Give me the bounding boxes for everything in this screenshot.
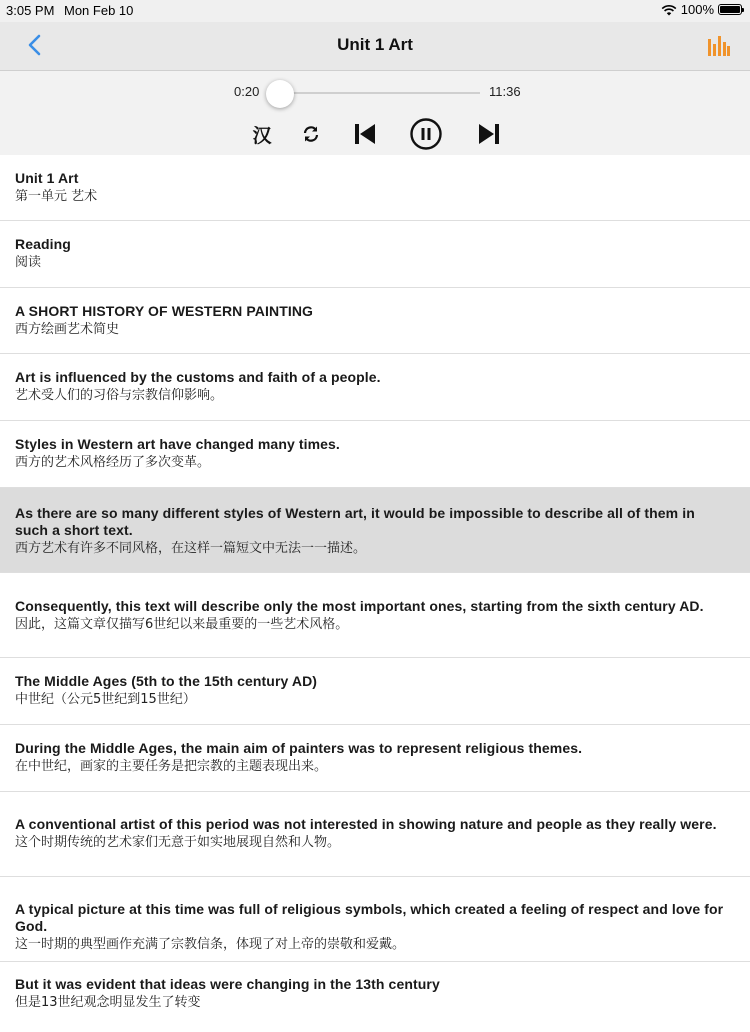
sentence-row[interactable]	[0, 573, 750, 658]
sentence-list	[0, 155, 750, 1032]
sentence-row[interactable]	[0, 962, 750, 1032]
sentence-chinese: 这个时期传统的艺术家们无意于如实地展现自然和人物。	[15, 835, 341, 850]
sentence-english: Styles in Western art have changed many times.	[15, 436, 340, 452]
current-time: 0:20	[234, 84, 260, 99]
status-right	[661, 2, 742, 17]
sentence-english: Consequently, this text will describe only the most important ones, starting from the sixth century AD.	[15, 598, 704, 614]
sentence-english: The Middle Ages (5th to the 15th century AD)	[15, 673, 318, 689]
slider-thumb[interactable]	[266, 80, 294, 108]
sentence-english: During the Middle Ages, the main aim of painters was to represent religious themes.	[15, 740, 583, 756]
sentence-english: Unit 1 Art	[15, 170, 79, 186]
navigation-bar	[0, 22, 750, 71]
sentence-chinese: 在中世纪，画家的主要任务是把宗教的主题表现出来。	[15, 759, 328, 774]
page-title: Unit 1 Art	[337, 35, 413, 54]
sentence-english: Art is influenced by the customs and faith of a people.	[15, 369, 381, 385]
battery-percent: 100%	[680, 2, 714, 17]
status-date: Mon Feb 10	[64, 3, 134, 18]
next-button[interactable]	[476, 118, 502, 150]
sentence-chinese: 第一单元 艺术	[15, 189, 98, 204]
sentence-chinese: 因此，这篇文章仅描写6世纪以来最重要的一些艺术风格。	[15, 617, 349, 632]
sentence-row[interactable]	[0, 421, 750, 488]
sentence-row[interactable]	[0, 221, 750, 288]
sentence-chinese: 西方绘画艺术简史	[15, 322, 120, 337]
pause-button[interactable]	[410, 118, 442, 150]
sentence-chinese: 阅读	[15, 255, 42, 270]
sentence-row[interactable]	[0, 155, 750, 221]
sentence-chinese: 这一时期的典型画作充满了宗教信条，体现了对上帝的崇敬和爱戴。	[15, 937, 406, 952]
sentence-row[interactable]	[0, 288, 750, 354]
repeat-icon	[302, 125, 320, 143]
sentence-row[interactable]	[0, 792, 750, 877]
repeat-button[interactable]	[300, 118, 322, 150]
sentence-english: A conventional artist of this period was not interested in showing nature and people as they really were.	[15, 816, 717, 832]
audio-player	[0, 71, 750, 155]
sentence-english: A typical picture at this time was full of religious symbols, which created a feeling of respect and love for God.	[15, 901, 724, 934]
total-time: 11:36	[489, 84, 521, 99]
sentence-chinese: 中世纪（公元5世纪到15世纪）	[15, 692, 196, 707]
sentence-row[interactable]	[0, 725, 750, 792]
sentence-english: A SHORT HISTORY OF WESTERN PAINTING	[15, 303, 314, 319]
battery-icon	[718, 4, 742, 15]
progress-slider[interactable]	[268, 92, 480, 94]
sentence-english: As there are so many different styles of Western art, it would be impossible to describe all of them in such a short text.	[15, 505, 695, 538]
previous-button[interactable]	[352, 118, 378, 150]
sentence-row[interactable]	[0, 658, 750, 725]
playback-controls	[0, 118, 750, 150]
sentence-chinese: 艺术受人们的习俗与宗教信仰影响。	[15, 388, 224, 403]
sentence-chinese: 西方艺术有许多不同风格，在这样一篇短文中无法一一描述。	[15, 541, 367, 556]
sentence-english: But it was evident that ideas were changing in the 13th century	[15, 976, 440, 992]
status-time: 3:05 PM	[6, 3, 55, 18]
translate-toggle-button[interactable]: 汉	[252, 124, 272, 147]
skip-previous-icon	[353, 122, 377, 146]
sentence-chinese: 西方的艺术风格经历了多次变革。	[15, 455, 211, 470]
skip-next-icon	[477, 122, 501, 146]
pause-circle-icon	[410, 118, 442, 150]
sentence-row-active[interactable]	[0, 488, 750, 573]
sentence-english: Reading	[15, 236, 71, 252]
sentence-row[interactable]	[0, 354, 750, 421]
wifi-icon	[661, 4, 677, 16]
bars-chart-icon	[708, 36, 730, 56]
menu-button[interactable]	[708, 36, 730, 56]
sentence-chinese: 但是13世纪观念明显发生了转变	[15, 995, 201, 1010]
sentence-row[interactable]	[0, 877, 750, 962]
status-bar	[0, 0, 750, 22]
